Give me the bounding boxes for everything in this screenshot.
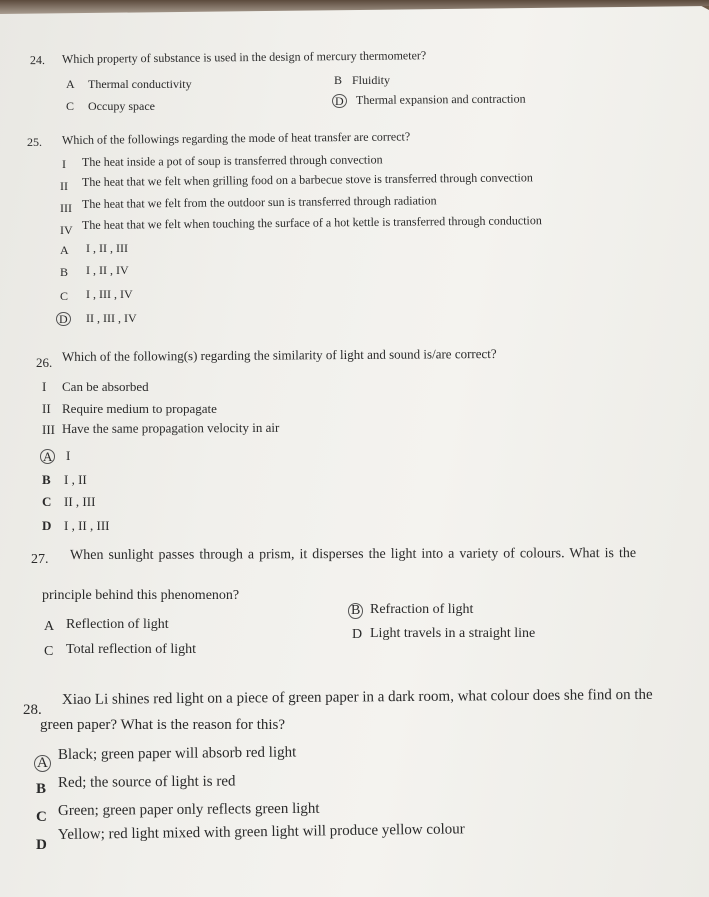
option-text: I , II , III	[86, 241, 128, 255]
option-letter: C	[66, 99, 75, 113]
option-text: II , III , IV	[86, 311, 137, 325]
option-letter: A	[44, 619, 55, 634]
option-letter: C	[42, 494, 52, 509]
statement-numeral: III	[42, 422, 55, 437]
option-letter-circled: D	[332, 94, 347, 108]
statement-numeral: IV	[60, 223, 73, 237]
option-text: I , II , IV	[86, 263, 129, 277]
question-number: 26.	[36, 355, 53, 370]
option-text: Occupy space	[88, 99, 155, 113]
statement-numeral: I	[42, 379, 47, 394]
option-letter: C	[60, 289, 69, 303]
question-text: Which property of substance is used in the design of mercury thermometer?	[61, 48, 427, 66]
option-text: I , III , IV	[86, 287, 133, 301]
statement-numeral: I	[62, 157, 66, 171]
option-letter: A	[60, 243, 69, 257]
option-text: Yellow; red light mixed with green light will produce yellow colour	[57, 821, 465, 843]
option-text: Total reflection of light	[66, 642, 197, 657]
option-text: Refraction of light	[370, 602, 474, 617]
statement-text: Can be absorbed	[62, 379, 149, 394]
question-text-line1: Xiao Li shines red light on a piece of green paper in a dark room, what colour does she find on the	[61, 686, 653, 708]
option-letter: D	[36, 837, 47, 853]
option-text: Thermal conductivity	[88, 77, 192, 91]
option-letter: C	[44, 644, 54, 659]
option-letter-circled: A	[40, 449, 55, 464]
option-letter-circled: B	[348, 603, 363, 619]
option-text: Reflection of light	[66, 617, 169, 632]
statement-numeral: II	[60, 179, 68, 193]
option-text: I , II	[64, 472, 87, 487]
statement-text: Have the same propagation velocity in air	[61, 419, 280, 436]
option-text: Green; green paper only reflects green light	[57, 800, 320, 819]
option-letter: C	[36, 809, 47, 825]
option-text: Light travels in a straight line	[370, 626, 536, 641]
option-letter: B	[60, 265, 69, 279]
statement-numeral: II	[42, 401, 51, 416]
option-letter: B	[334, 73, 343, 87]
option-letter-circled: A	[34, 755, 51, 772]
option-text: Fluidity	[352, 73, 391, 87]
question-number: 24.	[29, 52, 46, 68]
option-text: II , III	[64, 494, 96, 509]
question-text-line1: When sunlight passes through a prism, it disperses the light into a variety of colours. What is the	[69, 546, 637, 563]
statement-text: Require medium to propagate	[62, 401, 217, 416]
question-text-line2: green paper? What is the reason for this?	[40, 717, 286, 733]
option-letter-circled: D	[56, 312, 71, 326]
question-number: 27.	[31, 552, 49, 567]
statement-text: The heat that we felt from the outdoor sun is transferred through radiation	[81, 193, 437, 211]
option-letter: B	[36, 781, 47, 797]
question-text-line2: principle behind this phenomenon?	[42, 588, 240, 603]
statement-numeral: III	[60, 201, 72, 215]
question-number: 28.	[23, 702, 42, 718]
option-letter: D	[352, 627, 363, 642]
option-text: I , II , III	[64, 518, 110, 533]
option-text: Red; the source of light is red	[57, 773, 236, 791]
statement-text: The heat that we felt when grilling food on a barbecue stove is transferred through convection	[81, 170, 533, 189]
statement-text: The heat that we felt when touching the surface of a hot kettle is transferred through conduction	[81, 213, 542, 232]
option-letter: D	[42, 518, 52, 533]
option-letter: A	[66, 77, 75, 91]
option-letter: B	[42, 472, 51, 487]
option-text: Black; green paper will absorb red light	[57, 744, 297, 763]
question-text: Which of the followings regarding the mode of heat transfer are correct?	[61, 129, 411, 147]
statement-text: The heat inside a pot of soup is transferred through convection	[81, 152, 383, 169]
question-number: 25.	[27, 135, 42, 149]
question-text: Which of the following(s) regarding the similarity of light and sound is/are correct?	[61, 345, 497, 364]
option-text: Thermal expansion and contraction	[355, 91, 526, 107]
option-text: I	[66, 448, 71, 463]
